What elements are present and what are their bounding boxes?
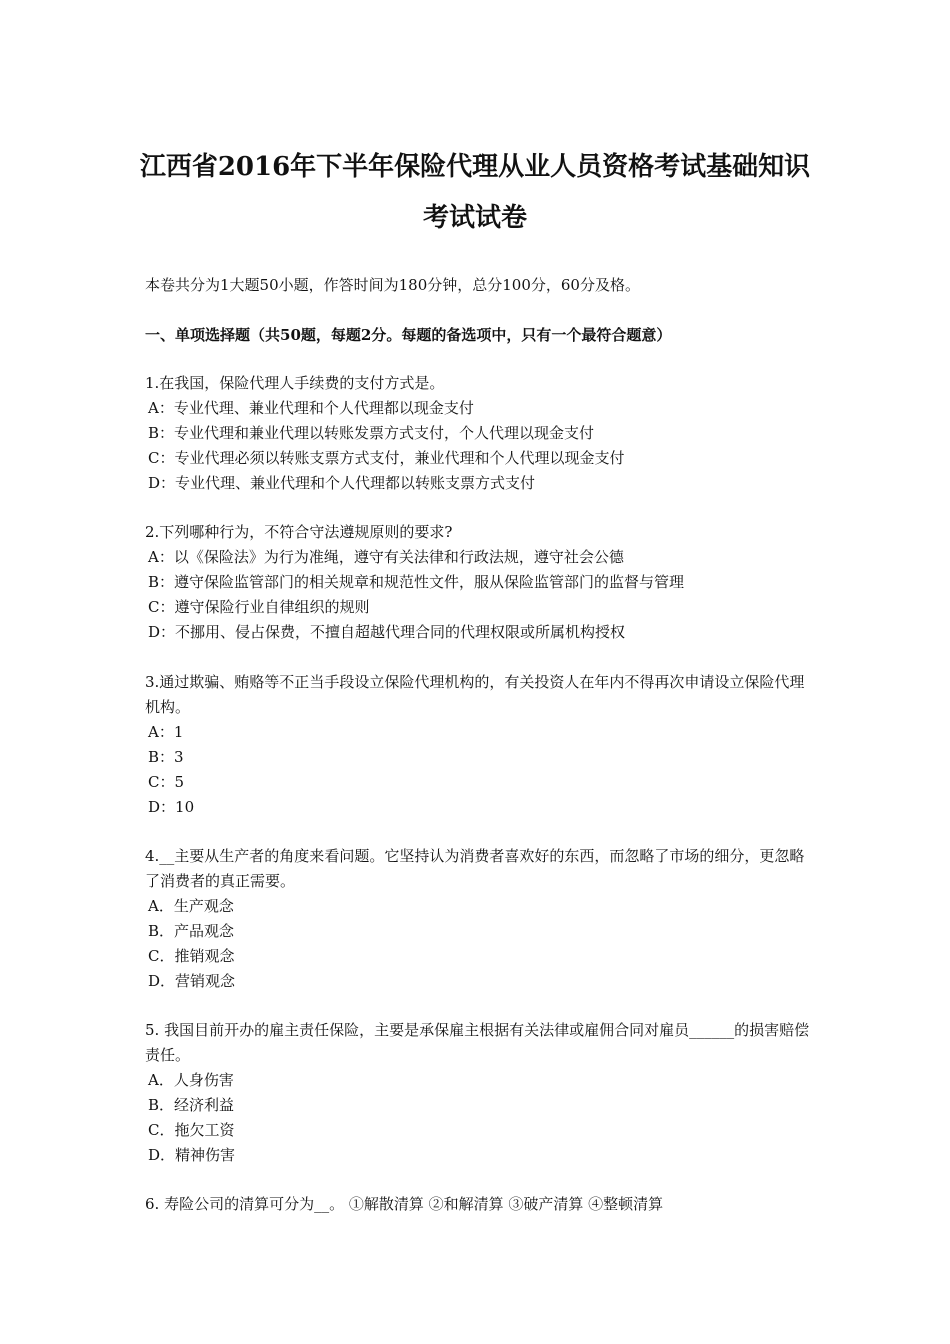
option-d: D：专业代理、兼业代理和个人代理都以转账支票方式支付 (148, 474, 536, 492)
option-list (145, 1068, 810, 1168)
question-text: 4.__主要从生产者的角度来看问题。它坚持认为消费者喜欢好的东西，而忽略了市场的细分，更忽略了消费者的真正需要。 (145, 847, 805, 890)
question-3 (145, 670, 810, 820)
option-list (145, 720, 810, 820)
option-c: C：5 (148, 773, 185, 791)
question-text: 3.通过欺骗、贿赂等不正当手段设立保险代理机构的，有关投资人在年内不得再次申请设立保险代理机构。 (145, 673, 805, 716)
question-2 (145, 520, 810, 645)
option-c: C．拖欠工资 (148, 1121, 235, 1139)
option-c: C：遵守保险行业自律组织的规则 (148, 598, 370, 616)
option-b: B：3 (148, 748, 184, 766)
option-b: B．产品观念 (148, 922, 235, 940)
option-list (145, 894, 810, 994)
option-d: D．精神伤害 (148, 1146, 236, 1164)
exam-intro: 本卷共分为1大题50小题，作答时间为180分钟，总分100分，60分及格。 (145, 276, 640, 294)
question-text: 5. 我国目前开办的雇主责任保险，主要是承保雇主根据有关法律或雇佣合同对雇员______的损害赔偿责任。 (145, 1021, 810, 1064)
option-d: D．营销观念 (148, 972, 236, 990)
option-b: B．经济利益 (148, 1096, 235, 1114)
option-b: B：专业代理和兼业代理以转账发票方式支付，个人代理以现金支付 (148, 424, 595, 442)
option-d: D：不挪用、侵占保费，不擅自超越代理合同的代理权限或所属机构授权 (148, 623, 626, 641)
question-5 (145, 1018, 810, 1168)
question-6 (145, 1192, 810, 1217)
option-c: C：专业代理必须以转账支票方式支付，兼业代理和个人代理以现金支付 (148, 449, 625, 467)
question-text: 1.在我国，保险代理人手续费的支付方式是。 (145, 374, 445, 392)
option-b: B：遵守保险监管部门的相关规章和规范性文件，服从保险监管部门的监督与管理 (148, 573, 685, 591)
option-d: D：10 (148, 798, 195, 816)
option-list (145, 396, 810, 496)
option-a: A．人身伤害 (148, 1071, 234, 1089)
question-1 (145, 371, 810, 496)
document-title-line2: 考试试卷 (422, 203, 527, 233)
option-list (145, 545, 810, 645)
document-title-line1: 江西省2016年下半年保险代理从业人员资格考试基础知识 (139, 152, 811, 182)
option-a: A：1 (148, 723, 184, 741)
question-text: 2.下列哪种行为，不符合守法遵规原则的要求? (145, 523, 453, 541)
option-a: A．生产观念 (148, 897, 234, 915)
question-text: 6. 寿险公司的清算可分为__。 ①解散清算 ②和解清算 ③破产清算 ④整顿清算 (145, 1195, 664, 1213)
option-c: C．推销观念 (148, 947, 235, 965)
option-a: A：专业代理、兼业代理和个人代理都以现金支付 (148, 399, 474, 417)
section-heading: 一、单项选择题（共50题，每题2分。每题的备选项中，只有一个最符合题意） (145, 326, 672, 344)
option-a: A：以《保险法》为行为准绳，遵守有关法律和行政法规，遵守社会公德 (148, 548, 624, 566)
question-4 (145, 844, 810, 994)
